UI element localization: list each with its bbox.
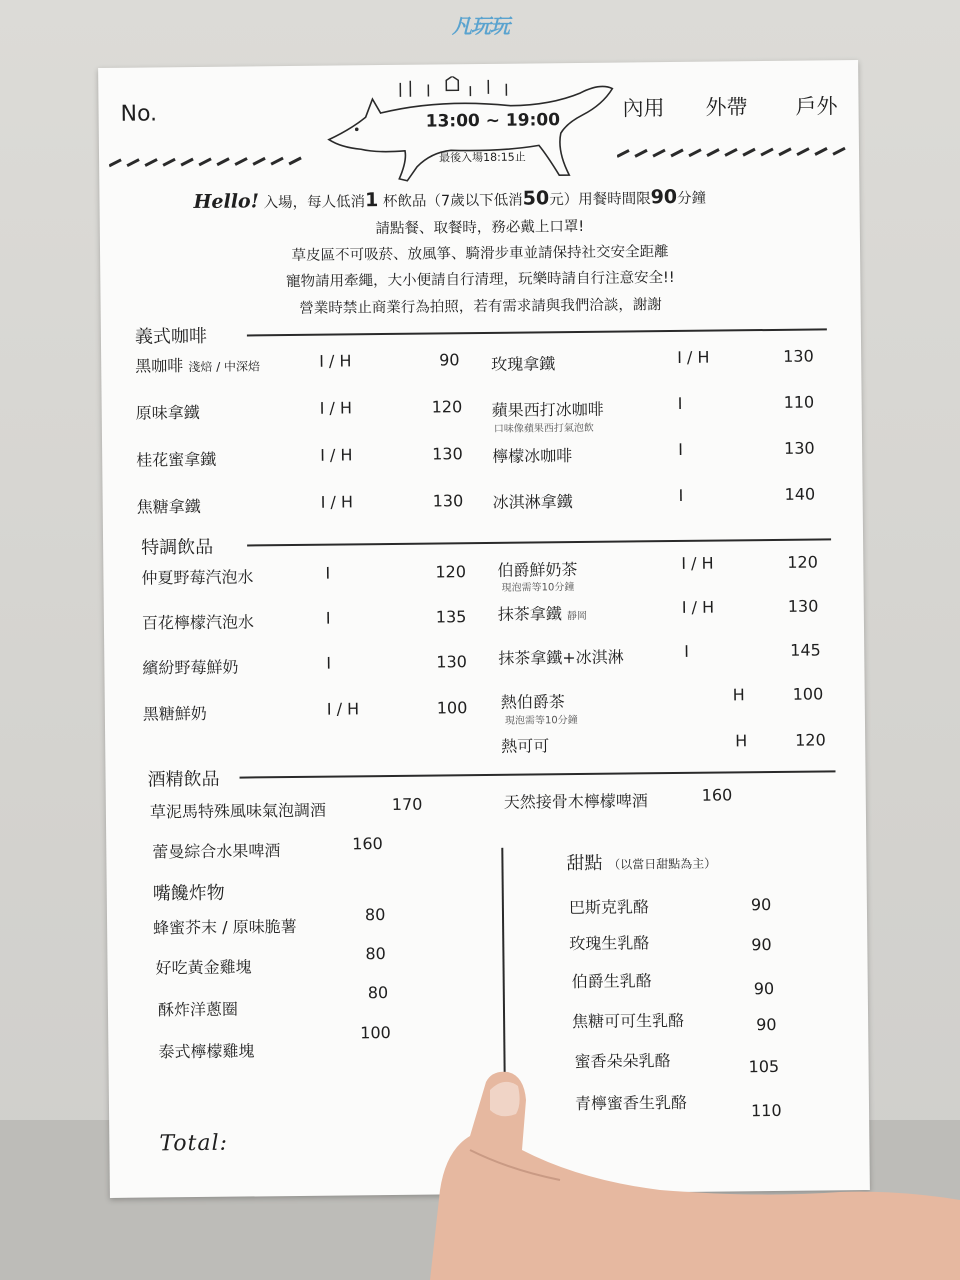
menu-item-subnote: 口味像蘋果西打氣泡飲	[493, 422, 594, 435]
menu-item-name: 草泥馬特殊風味氣泡調酒	[149, 800, 327, 822]
takeaway-option: 外帶	[705, 95, 748, 120]
menu-item-price: 90	[750, 895, 772, 915]
outdoor-option: 戶外	[795, 94, 838, 119]
total-label: Total:	[159, 1130, 229, 1157]
menu-item-name: 泰式檸檬雞塊	[158, 1041, 255, 1062]
column-divider	[501, 848, 505, 1108]
menu-item-name: 熱可可	[501, 736, 550, 756]
menu-item-price: 120	[431, 397, 463, 417]
menu-item-price: 110	[750, 1100, 782, 1121]
photo-rules-notice: 營業時禁止商業行為拍照，若有需求請與我們洽談，謝謝	[299, 297, 662, 317]
menu-item-price: 130	[432, 444, 463, 464]
menu-item-name: 蕾曼綜合水果啤酒	[152, 841, 281, 862]
menu-item-name: 天然接骨木檸檬啤酒	[503, 791, 648, 812]
menu-item-temp: H	[735, 731, 748, 751]
menu-item-name: 酥炸洋蔥圈	[157, 999, 239, 1020]
menu-item-temp: I / H	[320, 445, 353, 465]
watermark-logo: 凡玩玩	[452, 14, 509, 38]
menu-item-temp: I	[326, 653, 332, 673]
menu-item-name: 檸檬冰咖啡	[492, 446, 573, 466]
menu-item-name: 青檸蜜香生乳酪	[574, 1092, 688, 1114]
menu-item-temp: I / H	[681, 597, 715, 617]
menu-item-price: 130	[784, 438, 815, 458]
menu-item-temp: I / H	[319, 351, 352, 371]
menu-item-price: 130	[783, 346, 814, 366]
menu-item-temp: I	[325, 608, 331, 628]
menu-item-subnote: 現泡需等10分鐘	[504, 715, 578, 727]
snacks-section-title: 嘴饞炸物	[152, 882, 225, 905]
menu-item-name: 伯爵鮮奶茶	[497, 560, 578, 580]
special-drinks-divider	[247, 538, 831, 546]
menu-item-price: 120	[435, 562, 467, 582]
menu-item-temp: I / H	[319, 398, 353, 418]
menu-item-price: 90	[756, 1014, 777, 1035]
opening-hours: 13:00 ~ 19:00	[425, 110, 561, 132]
dine-in-option: 內用	[622, 96, 665, 121]
menu-item-temp: I / H	[320, 492, 354, 512]
menu-item-name: 仲夏野莓汽泡水	[141, 567, 254, 588]
menu-item-temp: I	[684, 641, 690, 661]
menu-item-name: 蜂蜜芥末 / 原味脆薯	[153, 916, 297, 938]
special-drinks-section-title: 特調飲品	[141, 536, 214, 559]
menu-item-price: 160	[701, 785, 733, 805]
menu-item-temp: I / H	[677, 347, 710, 367]
menu-item-name: 巴斯克乳酪	[568, 897, 650, 918]
menu-item-name: 黑咖啡 淺焙 / 中深焙	[135, 356, 261, 376]
menu-sheet	[98, 60, 870, 1198]
menu-item-price: 110	[783, 392, 815, 412]
menu-item-price: 120	[787, 552, 818, 572]
menu-item-price: 100	[436, 698, 468, 718]
menu-item-temp: H	[732, 685, 745, 705]
menu-item-name: 抹茶拿鐵 靜岡	[497, 604, 588, 624]
menu-item-name: 玫瑰生乳酪	[569, 933, 650, 954]
alcohol-divider	[240, 770, 836, 778]
minimum-order-notice: Hello! 入場，每人低消1 杯飲品（7歲以下低消50元）用餐時間限90分鐘	[193, 185, 707, 214]
menu-item-price: 80	[364, 905, 386, 925]
menu-item-name: 好吃黃金雞塊	[155, 957, 252, 978]
menu-item-name: 玫瑰拿鐵	[491, 354, 556, 374]
menu-item-price: 135	[435, 607, 467, 627]
menu-item-price: 120	[795, 730, 826, 750]
menu-item-name: 百花檸檬汽泡水	[141, 612, 255, 633]
header-right-dashes	[617, 142, 847, 156]
order-number-label: No.	[120, 101, 158, 127]
pet-rules-notice: 寵物請用牽繩，大小便請自行清理，玩樂時請自行注意安全!!	[285, 269, 675, 291]
menu-item-price: 130	[432, 491, 464, 511]
menu-item-price: 160	[352, 834, 383, 854]
espresso-divider	[247, 328, 827, 336]
menu-item-price: 105	[748, 1056, 780, 1077]
menu-item-name: 伯爵生乳酪	[571, 971, 652, 992]
menu-item-name: 原味拿鐵	[135, 402, 200, 423]
menu-item-name: 蘋果西打冰咖啡	[491, 399, 604, 420]
menu-item-name: 焦糖拿鐵	[136, 496, 201, 517]
menu-item-price: 90	[753, 978, 775, 999]
menu-item-name: 桂花蜜拿鐵	[136, 449, 217, 470]
menu-item-price: 100	[792, 684, 824, 704]
menu-item-name: 熱伯爵茶	[500, 692, 565, 712]
menu-item-name: 蜜香朵朵乳酪	[574, 1051, 671, 1072]
menu-item-price: 90	[751, 935, 772, 955]
menu-item-temp: I / H	[681, 553, 714, 573]
menu-item-name: 繽紛野莓鮮奶	[142, 657, 239, 678]
mask-notice: 請點餐、取餐時，務必戴上口罩!	[375, 218, 585, 238]
menu-item-name: 抹茶拿鐵+冰淇淋	[498, 647, 624, 668]
menu-item-price: 140	[784, 484, 816, 504]
menu-item-price: 80	[367, 983, 389, 1003]
menu-item-name: 黑糖鮮奶	[142, 703, 207, 724]
menu-item-price: 170	[391, 794, 423, 814]
menu-item-name: 冰淇淋拿鐵	[492, 492, 573, 512]
header-left-dashes	[109, 152, 309, 166]
menu-item-price: 80	[365, 944, 386, 964]
menu-item-price: 130	[436, 652, 467, 672]
lawn-rules-notice: 草皮區不可吸菸、放風箏、騎滑步車並請保持社交安全距離	[291, 244, 669, 264]
hand-image	[400, 1070, 960, 1280]
desserts-section-title: 甜點 （以當日甜點為主）	[566, 852, 717, 875]
menu-item-price: 100	[360, 1022, 391, 1043]
last-entry-time: 最後入場18:15止	[438, 150, 526, 165]
menu-item-price: 130	[787, 596, 819, 616]
menu-item-temp: I	[678, 485, 684, 505]
menu-item-temp: I	[678, 439, 683, 459]
menu-item-temp: I	[677, 393, 683, 413]
espresso-section-title: 義式咖啡	[134, 325, 208, 348]
menu-item-price: 90	[439, 350, 460, 370]
menu-item-name: 焦糖可可生乳酪	[572, 1010, 685, 1032]
menu-item-temp: I / H	[326, 699, 360, 719]
menu-item-price: 145	[790, 640, 821, 660]
alcohol-section-title: 酒精飲品	[147, 768, 220, 791]
menu-item-temp: I	[325, 563, 331, 583]
menu-item-subnote: 現泡需等10分鐘	[501, 582, 575, 594]
